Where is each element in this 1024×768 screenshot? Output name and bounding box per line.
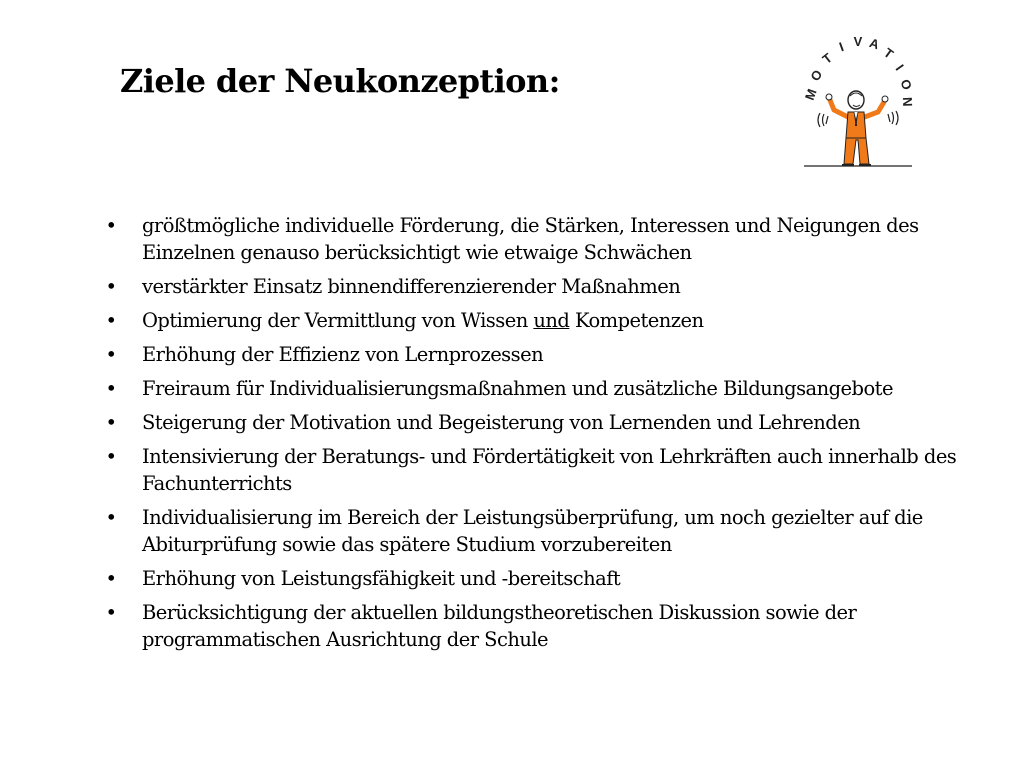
bullet-icon: • — [105, 601, 117, 624]
cheering-figure — [804, 91, 912, 166]
motivation-letter: T — [819, 50, 835, 67]
motivation-letter: M — [801, 86, 820, 103]
motivation-letter: V — [853, 34, 863, 49]
underlined-word: und — [533, 309, 570, 332]
list-item-text: Steigerung der Motivation und Begeisterung von Lernenden und Lehrenden — [142, 411, 861, 434]
list-item-text: Berücksichtigung der aktuellen bildungstheoretischen Diskussion sowie der programmatischen Ausrichtung der Schule — [142, 601, 857, 651]
bullet-icon: • — [105, 506, 117, 529]
motivation-letter: I — [837, 39, 846, 55]
list-item — [104, 212, 1004, 266]
list-item-text-after: Kompetenzen — [569, 309, 704, 332]
list-item-text: verstärkter Einsatz binnendifferenzierender Maßnahmen — [142, 275, 681, 298]
list-item-text: Erhöhung der Effizienz von Lernprozessen — [142, 343, 544, 366]
slide-title: Ziele der Neukonzeption: — [120, 62, 560, 100]
motivation-letter: N — [899, 96, 916, 107]
list-item-text: Individualisierung im Bereich der Leistungsüberprüfung, um noch gezielter auf die Abiturprüfung sowie das spätere Studium vorzubereiten — [142, 506, 923, 556]
list-item-text: Intensivierung der Beratungs- und Fördertätigkeit von Lehrkräften auch innerhalb des Fachunterrichts — [142, 445, 957, 495]
list-item — [104, 599, 1004, 653]
list-item-text: Freiraum für Individualisierungsmaßnahmen und zusätzliche Bildungsangebote — [142, 377, 893, 400]
bullet-icon: • — [105, 445, 117, 468]
list-item — [104, 565, 1004, 592]
motivation-letter: T — [881, 44, 897, 62]
bullet-icon: • — [105, 309, 117, 332]
motivation-illustration — [798, 26, 918, 172]
bullet-icon: • — [105, 567, 117, 590]
list-item — [104, 375, 1004, 402]
list-item — [104, 341, 1004, 368]
list-item — [104, 307, 1004, 334]
bullet-icon: • — [105, 214, 117, 237]
motivation-letter: I — [892, 61, 907, 74]
list-item — [104, 273, 1004, 300]
bullet-icon: • — [105, 377, 117, 400]
goals-list — [104, 212, 1004, 660]
bullet-icon: • — [105, 343, 117, 366]
list-item-text-before: Optimierung der Vermittlung von Wissen — [142, 309, 534, 332]
bullet-icon: • — [105, 411, 117, 434]
motivation-letter: O — [807, 66, 826, 84]
bullet-icon: • — [105, 275, 117, 298]
motivation-letter: O — [897, 77, 915, 92]
list-item — [104, 504, 1004, 558]
motivation-letter: A — [867, 35, 882, 53]
list-item — [104, 443, 1004, 497]
list-item-text: größtmögliche individuelle Förderung, die Stärken, Interessen und Neigungen des Einzelnen genauso berücksichtigt wie etwaige Schwächen — [142, 214, 919, 264]
list-item-text: Erhöhung von Leistungsfähigkeit und -bereitschaft — [142, 567, 621, 590]
list-item — [104, 409, 1004, 436]
